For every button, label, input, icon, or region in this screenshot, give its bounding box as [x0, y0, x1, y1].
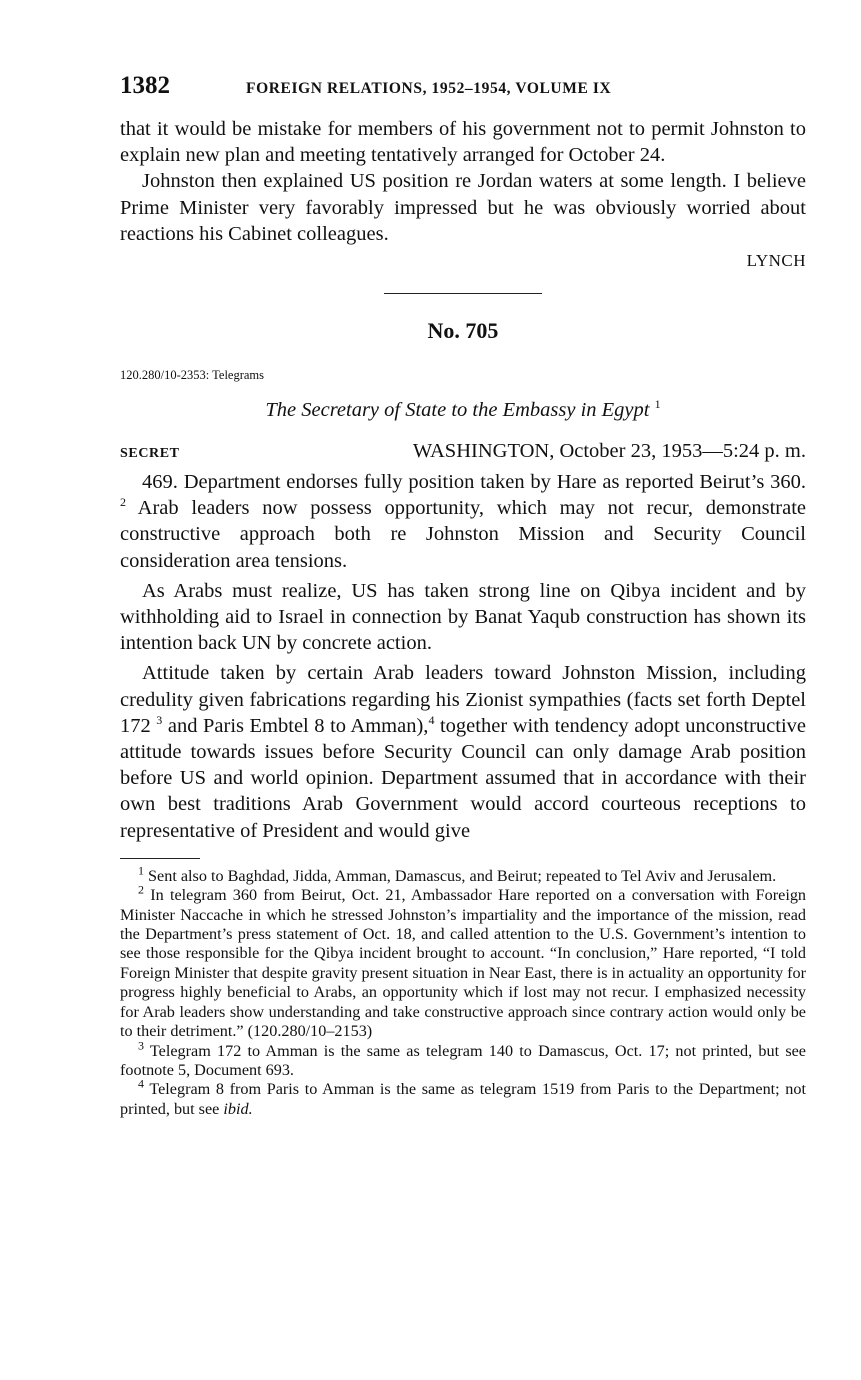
- document-title: [120, 396, 806, 424]
- footnote: [120, 863, 806, 886]
- page-number: 1382: [120, 72, 170, 99]
- footnote-mark: 1: [138, 863, 144, 878]
- text-run: and Paris Embtel 8 to Amman),: [167, 714, 429, 737]
- footnotes: [120, 863, 807, 1119]
- text-run: Attitude taken by certain Arab leaders toward Johnston Mission, including credulity given fabrications regarding his Zionist sympathies (facts set forth Deptel 172: [120, 662, 806, 737]
- text-run: Arab leaders now possess opportunity, which may not recur, demonstrate constructive approach both re Johnston Mission and Security Council consideration area tensions.: [120, 497, 806, 572]
- footnote-ref: 4: [428, 713, 435, 728]
- section-divider: [384, 293, 542, 294]
- footnote-divider: [120, 858, 200, 859]
- footnote-mark: 4: [138, 1076, 144, 1091]
- footnote: [120, 1038, 806, 1081]
- continued-paragraph: Johnston then explained US position re Jordan waters at some length. I believe Prime Minister very favorably impressed but he was obviously worried about reactions his Cabinet colleagues.: [120, 170, 806, 245]
- footnote: [120, 1076, 806, 1119]
- document-title-text: The Secretary of State to the Embassy in Egypt: [265, 399, 650, 422]
- text-run: together with tendency adopt unconstructive attitude towards issues before Security Council can only damage Arab position before US and world opinion. Department assumed that in accordance with their own best traditions Arab Government would accord courteous receptions to representative of President and would give: [120, 714, 806, 842]
- text-run: 469. Department endorses fully position taken by Hare as reported Beirut’s 360.: [142, 471, 806, 494]
- footnote-text: Sent also to Baghdad, Jidda, Amman, Damascus, and Beirut; repeated to Tel Aviv and Jerusalem.: [148, 866, 777, 885]
- footnote-mark: 2: [138, 882, 144, 897]
- footnote-ibid: ibid.: [223, 1099, 253, 1118]
- body-paragraph: [120, 469, 806, 574]
- running-title: FOREIGN RELATIONS, 1952–1954, VOLUME IX: [246, 80, 612, 97]
- footnote-text: In telegram 360 from Beirut, Oct. 21, Ambassador Hare reported on a conversation with Foreign Minister Naccache in which he stressed Johnston’s impartiality and the importance of the mission, read the Department’s press statement of Oct. 18, and called attention to the U.S. Government’s intention to see those responsible for the Qibya incident brought to account. “In conclusion,” Hare reported, “I told Foreign Minister that despite gravity present situation in Near East, there is in actuality an opportunity for progress highly beneficial to Arabs, an opportunity which if lost may not recur. I emphasized necessity for Arab leaders show understanding and take constructive approach since contrary action would only be to their detriment.” (120.280/10–2153): [120, 886, 807, 1041]
- body-paragraph: [120, 660, 806, 843]
- dateline: WASHINGTON, October 23, 1953—5:24 p. m.: [412, 440, 806, 463]
- footnote-text: Telegram 172 to Amman is the same as telegram 140 to Damascus, Oct. 17; not printed, but see footnote 5, Document 693.: [120, 1041, 806, 1079]
- footnote-ref: 2: [120, 495, 126, 510]
- body-paragraph: As Arabs must realize, US has taken strong line on Qibya incident and by withholding aid to Israel in connection by Banat Yaqub construction has shown its intention back UN by concrete action.: [120, 579, 806, 655]
- footnote-ref: 1: [654, 397, 661, 412]
- signature: LYNCH: [746, 251, 806, 271]
- page-header: [120, 72, 806, 116]
- footnote-ref: 3: [156, 713, 163, 728]
- footnote-mark: 3: [138, 1038, 144, 1053]
- telegram-meta: [120, 438, 806, 467]
- document-number: No. 705: [427, 318, 499, 344]
- document-page: [120, 72, 806, 1119]
- continued-paragraph: that it would be mistake for members of his government not to permit Johnston to explain new plan and meeting tentatively arranged for October 24.: [120, 118, 806, 167]
- classification-label: SECRET: [120, 446, 180, 462]
- footnote: [120, 882, 807, 1041]
- telegram-body: [120, 469, 806, 844]
- footnote-text: Telegram 8 from Paris to Amman is the same as telegram 1519 from Paris to the Department; not printed, but see: [120, 1080, 806, 1118]
- file-reference: 120.280/10-2353: Telegrams: [120, 368, 265, 383]
